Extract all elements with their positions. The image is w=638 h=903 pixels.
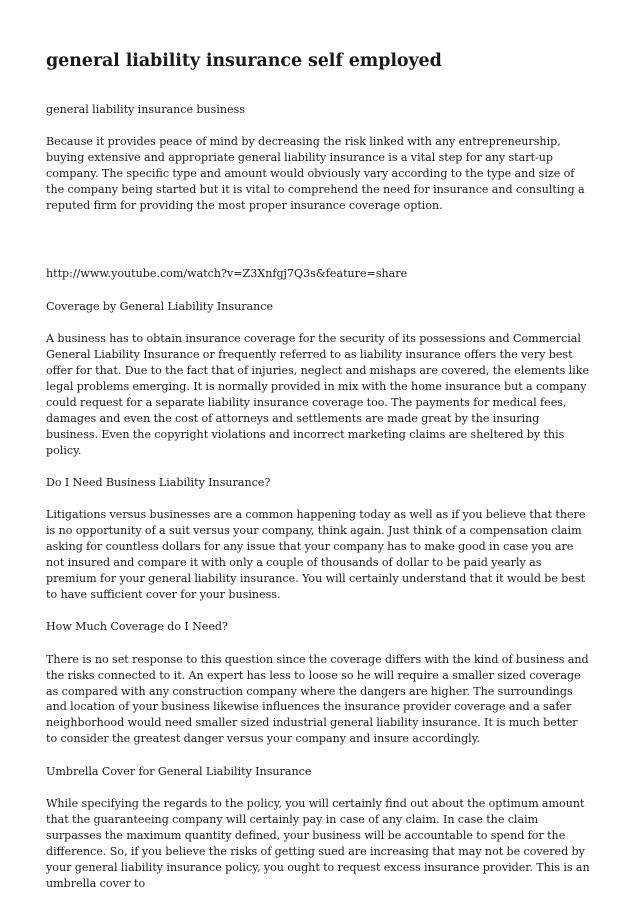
section-body-umbrella: While specifying the regards to the policy, you will certainly find out about the optimum amount that the guaranteeing company will certainly pay in case of any claim. In case the claim surpasses the maximum quantity defined, your business will be accountable to spend for the difference. So, if you believe the risks of getting sued are increasing that may not be covered by your general liability insurance policy, you ought to request excess insurance provider. This is an umbrella cover to — [46, 797, 590, 890]
section-body-need: Litigations versus businesses are a common happening today as well as if you believe that there is no opportunity of a suit versus your company, think again. Just think of a compensation claim asking for countless dollars for any issue that your company has to make good in case you are not insured and compare it with only a couple of thousands of dollar to be paid yearly as premium for your general liability insurance. You will certainly understand that it would be best to have sufficient cover for your business. — [46, 508, 586, 601]
section-heading-need: Do I Need Business Liability Insurance? — [46, 476, 271, 489]
document-title: general liability insurance self employed — [46, 51, 442, 71]
intro-paragraph: Because it provides peace of mind by decreasing the risk linked with any entrepreneurship, buying extensive and appropriate general liability insurance is a vital step for any start-up company. The specific type and amount would obviously vary according to the type and size of the company being started but it is vital to comprehend the need for insurance and consulting a reputed firm for providing the most proper insurance coverage option. — [46, 135, 585, 213]
section-heading-how-much: How Much Coverage do I Need? — [46, 620, 228, 634]
section-heading-umbrella: Umbrella Cover for General Liability Insurance — [46, 764, 312, 778]
section-body-coverage: A business has to obtain insurance coverage for the security of its possessions and Commercial General Liability Insurance or frequently referred to as liability insurance offers the very best offer for that. Due to the fact that of injuries, neglect and mishaps are covered, the elements like legal problems emerging. It is normally provided in mix with the home insurance but a company could request for a separate liability insurance coverage too. The payments for medical fees, damages and even the cost of attorneys and settlements are made great by the insuring business. Even the copyright violations and incorrect marketing claims are sheltered by this policy. — [46, 332, 590, 457]
video-link[interactable]: http://www.youtube.com/watch?v=Z3Xnfgj7Q3s&feature=share — [46, 267, 408, 281]
section-body-how-much: There is no set response to this question since the coverage differs with the kind of business and the risks connected to it. An expert has less to loose so he will require a smaller sized coverage as compared with any construction company where the dangers are higher. The surroundings and location of your business likewise influences the insurance provider coverage and a safer neighborhood would need smaller sized industrial general liability insurance. It is much better to consider the greatest danger versus your company and insure accordingly. — [46, 652, 589, 746]
section-heading-coverage: Coverage by General Liability Insurance — [46, 299, 274, 313]
video-link-paragraph — [46, 266, 592, 282]
document-subtitle: general liability insurance business — [46, 103, 245, 116]
spacer — [46, 230, 592, 266]
